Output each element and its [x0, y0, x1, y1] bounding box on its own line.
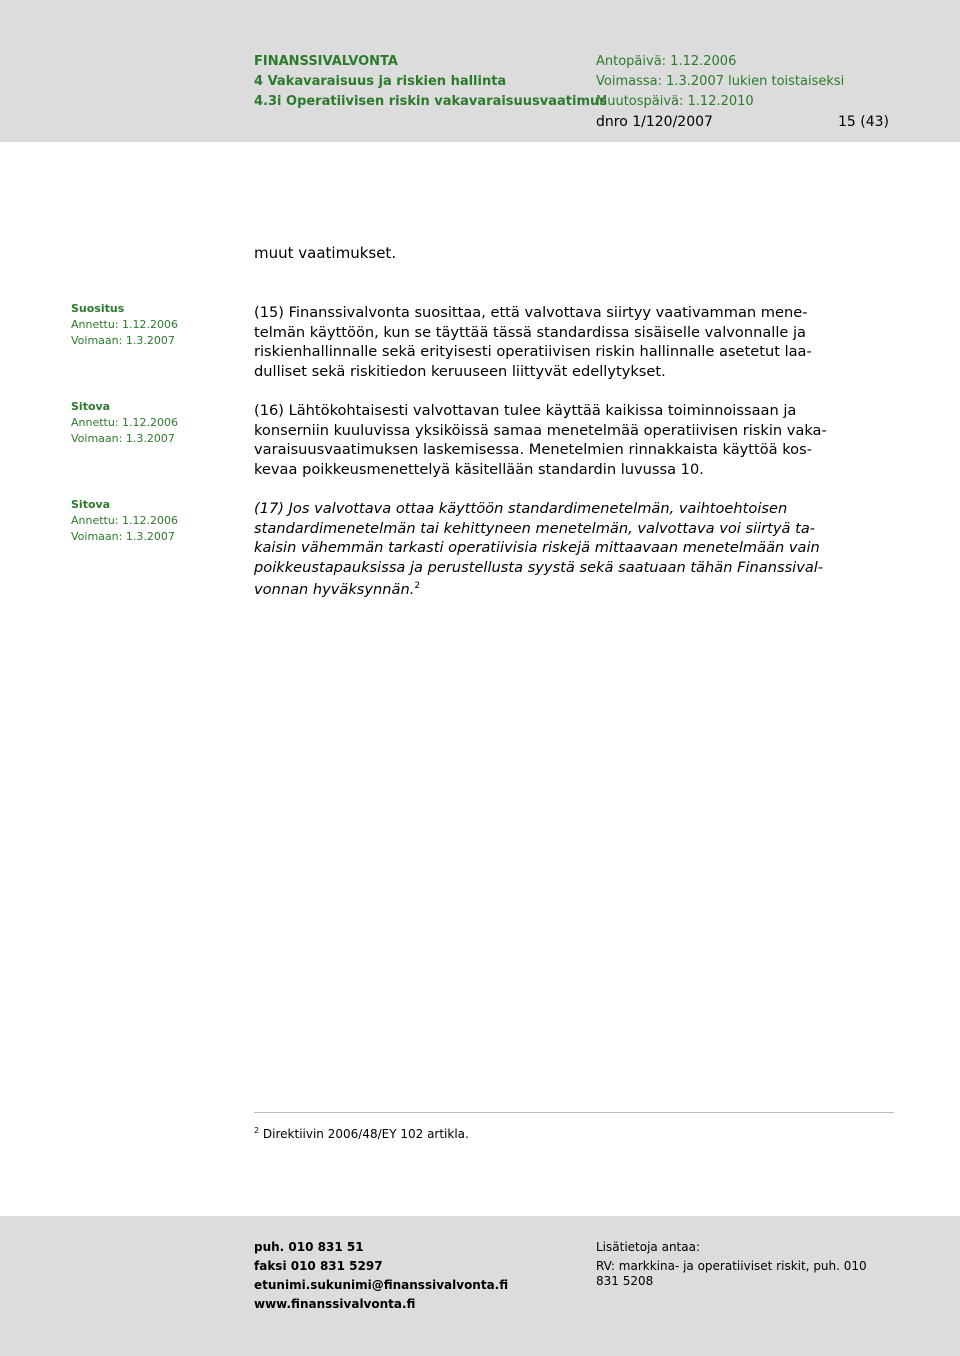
valid-date: Voimassa: 1.3.2007 lukien toistaiseksi [596, 74, 845, 89]
footnote-text: Direktiivin 2006/48/EY 102 artikla. [262, 1127, 469, 1141]
paragraph-line: konserniin kuuluvissa yksiköissä samaa menetelmää operatiivisen riskin vaka- [254, 421, 827, 439]
chapter-title: 4 Vakavaraisuus ja riskien hallinta [254, 74, 507, 89]
paragraph-line: kaisin vähemmän tarkasti operatiivisia riskejä mittaavaan menetelmään vain [254, 539, 820, 557]
paragraph-line: riskienhallinnalle sekä erityisesti operatiivisen riskin hallinnalle asetetut laa- [254, 343, 812, 361]
paragraph-line [254, 577, 894, 599]
footer-website[interactable]: www.finanssivalvonta.fi [254, 1297, 416, 1311]
footnote-divider [254, 1112, 894, 1113]
status-kind: Sitova [71, 498, 111, 511]
footer-fax: faksi 010 831 5297 [254, 1259, 383, 1273]
status-voimaan: Voimaan: 1.3.2007 [71, 334, 175, 347]
issue-date: Antopäivä: 1.12.2006 [596, 54, 737, 69]
changed-date: Muutospäivä: 1.12.2010 [596, 94, 754, 109]
page-number: 15 (43) [838, 114, 890, 130]
sidebar-status-sitova-1 [71, 399, 178, 447]
paragraph-line: (15) Finanssivalvonta suosittaa, että valvottava siirtyy vaativamman mene- [254, 304, 808, 321]
paragraph-line: dulliset sekä riskitiedon keruuseen liittyvät edellytykset. [254, 362, 666, 380]
document-number: dnro 1/120/2007 [596, 114, 713, 130]
footnote-ref[interactable]: 2 [414, 581, 421, 592]
sidebar-status-sitova-2 [71, 497, 178, 545]
paragraph-line: standardimenetelmän tai kehittyneen menetelmän, valvottava voi siirtyä ta- [254, 519, 816, 537]
status-kind: Sitova [71, 400, 111, 413]
paragraph-line: telmän käyttöön, kun se täyttää tässä standardissa sisäiselle valvonnalle ja [254, 323, 806, 341]
paragraph-line-text: vonnan hyväksynnän. [254, 581, 415, 599]
footer-phone: puh. 010 831 51 [254, 1240, 364, 1254]
paragraph-line: (16) Lähtökohtaisesti valvottavan tulee käyttää kaikissa toiminnoissaan ja [254, 402, 797, 419]
header-band [0, 0, 960, 142]
status-annettu: Annettu: 1.12.2006 [71, 514, 179, 527]
footnote-number: 2 [254, 1126, 260, 1135]
intro-text: muut vaatimukset. [254, 244, 397, 262]
status-annettu: Annettu: 1.12.2006 [71, 318, 179, 331]
footer-info-line2: 831 5208 [596, 1274, 654, 1288]
paragraph-15 [254, 303, 894, 381]
footer-info-label: Lisätietoja antaa: [596, 1240, 701, 1254]
footer-email[interactable]: etunimi.sukunimi@finanssivalvonta.fi [254, 1278, 509, 1292]
footer-info-line1: RV: markkina- ja operatiiviset riskit, puh. 010 [596, 1259, 867, 1273]
status-voimaan: Voimaan: 1.3.2007 [71, 432, 175, 445]
paragraph-line: varaisuusvaatimuksen laskemisessa. Menetelmien rinnakkaista käyttöä kos- [254, 441, 812, 459]
status-annettu: Annettu: 1.12.2006 [71, 416, 179, 429]
paragraph-16 [254, 401, 894, 479]
status-kind: Suositus [71, 302, 125, 315]
footnote [254, 1126, 469, 1141]
paragraph-line: kevaa poikkeusmenettelyä käsitellään standardin luvussa 10. [254, 460, 704, 478]
status-voimaan: Voimaan: 1.3.2007 [71, 530, 175, 543]
section-title: 4.3i Operatiivisen riskin vakavaraisuusvaatimus [254, 94, 608, 109]
sidebar-status-suositus [71, 301, 178, 349]
paragraph-line: (17) Jos valvottava ottaa käyttöön standardimenetelmän, vaihtoehtoisen [254, 500, 788, 517]
paragraph-line: poikkeustapauksissa ja perustellusta syystä sekä saatuaan tähän Finanssival- [254, 558, 824, 576]
paragraph-17 [254, 499, 894, 600]
org-name: FINANSSIVALVONTA [254, 54, 398, 69]
